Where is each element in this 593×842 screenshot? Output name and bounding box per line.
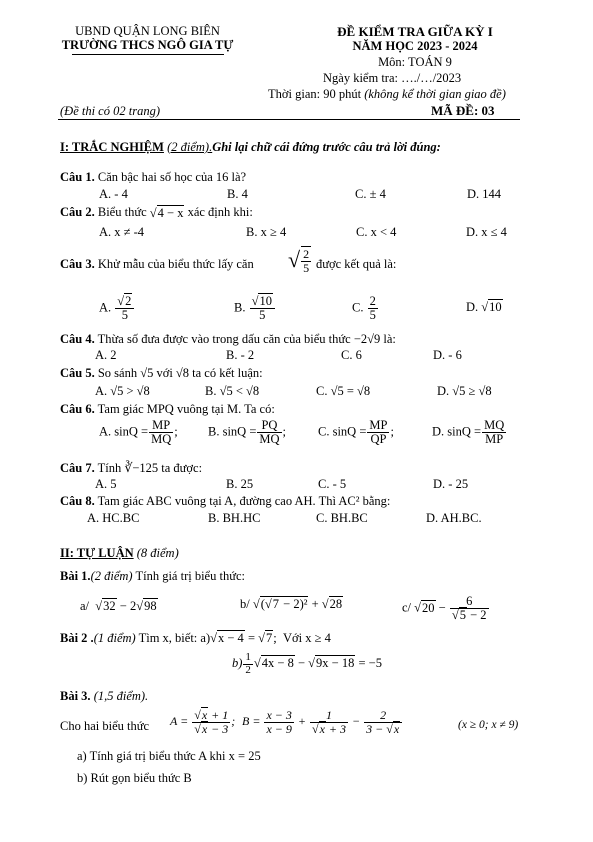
q7-option-c: C. - 5 <box>318 477 347 491</box>
q5-option-c: C. √5 = √8 <box>316 384 371 398</box>
q3-option-d: D. √10 <box>466 300 502 314</box>
q1-option-a: A. - 4 <box>99 187 128 201</box>
bai2-part-b: b) $\frac{1}{2}$ √4x − 8 − √9x − 18 = −5 <box>232 651 382 676</box>
question-4 <box>60 332 396 347</box>
q7-option-b: B. 25 <box>226 477 254 491</box>
part2-title: II: TỰ LUẬN <box>60 546 134 560</box>
bai1-b-label: b/ <box>240 597 250 611</box>
q7-option-a: A. 5 <box>95 477 117 491</box>
bai3-part-b: b) Rút gọn biểu thức B <box>77 771 192 785</box>
bai1-a-label: a/ <box>80 599 90 613</box>
q3-option-a: A. $\frac{√2}{5}$ <box>99 295 135 322</box>
q6-option-a: A. sinQ = $\frac{MP}{MQ}$ ; <box>99 418 178 447</box>
q3-c-label: C. <box>352 300 364 315</box>
q6-option-b: B. sinQ = $\frac{PQ}{MQ}$ ; <box>208 418 287 447</box>
q5-text: So sánh √5 với √8 ta có kết luận: <box>97 366 263 380</box>
bai3-expression-b: B = $\frac{x - 3}{x - 9}$ + $\frac{1}{√x + 3}$ − $\frac{2}{3 - √x}$ <box>242 709 403 735</box>
bai3-part-a: a) Tính giá trị biểu thức A khi x = 25 <box>77 749 261 763</box>
bai2-text: Tìm x, biết: <box>138 631 198 645</box>
q1-option-b: B. 4 <box>227 187 248 201</box>
q7-text-post: ta được: <box>161 461 203 475</box>
bai2-a-label: a) <box>200 631 211 645</box>
q3-expression: √ $\frac{2}{5}$ <box>288 247 310 275</box>
bai3-points: (1,5 điểm). <box>93 689 149 703</box>
q2-label: Câu 2. <box>60 205 95 219</box>
q2-text-post: xác định khi: <box>187 205 253 219</box>
q6-c-label: C. sinQ = <box>318 424 367 439</box>
part1-heading <box>60 140 441 155</box>
question-7 <box>60 460 202 476</box>
q5-option-a: A. √5 > √8 <box>95 384 150 398</box>
bai3-expression-a: A = $\frac{√x + 1}{√x - 3}$ ; <box>170 708 236 736</box>
bai2-condition: Với x ≥ 4 <box>282 631 331 645</box>
question-1 <box>60 170 246 185</box>
pages-note: (Đề thi có 02 trang) <box>60 104 160 118</box>
bai3-heading <box>60 689 148 704</box>
part1-points: (2 điểm). <box>167 140 213 154</box>
q8-label: Câu 8. <box>60 494 95 508</box>
q3-d-label: D. <box>466 300 479 314</box>
bai3-condition: (x ≥ 0; x ≠ 9) <box>458 719 519 731</box>
q6-option-d: D. sinQ = $\frac{MQ}{MP}$ <box>432 418 505 447</box>
q8-option-c: C. BH.BC <box>316 511 368 525</box>
q8-option-d: D. AH.BC. <box>426 511 482 525</box>
q4-option-c: C. 6 <box>341 348 362 362</box>
q2-option-a: A. x ≠ -4 <box>99 225 145 239</box>
exam-date <box>323 71 461 86</box>
exam-time-text: Thời gian: 90 phút <box>268 87 365 101</box>
q6-option-c: C. sinQ = $\frac{MP}{QP}$ ; <box>318 418 394 447</box>
q4-text-pre: Thừa số đưa được vào trong dấu căn của biểu thức <box>97 332 351 346</box>
subject: Môn: TOÁN 9 <box>378 55 452 69</box>
part2-heading <box>60 546 179 561</box>
bai2-a-equation: √x − 4 = √7; <box>210 631 277 645</box>
school-underline <box>72 54 224 55</box>
q8-option-b: B. BH.HC <box>208 511 261 525</box>
bai2-label: Bài 2 . <box>60 631 94 645</box>
question-3 <box>60 257 254 272</box>
part1-title: I: TRẮC NGHIỆM <box>60 140 164 154</box>
q2-option-c: C. x < 4 <box>356 225 397 239</box>
exam-time-note: (không kể thời gian giao đề) <box>364 87 506 101</box>
bai1-heading <box>60 569 245 584</box>
question-2 <box>60 205 253 221</box>
bai1-text: Tính giá trị biểu thức: <box>135 569 245 583</box>
q5-option-b: B. √5 < √8 <box>205 384 260 398</box>
q1-text: Căn bậc hai số học của 16 là? <box>97 170 247 184</box>
q4-option-b: B. - 2 <box>226 348 255 362</box>
q2-text-pre: Biểu thức <box>97 205 147 219</box>
q2-radicand: 4 − x <box>157 205 184 220</box>
exam-date-text: Ngày kiểm tra: …./…/2023 <box>323 71 462 85</box>
exam-title: ĐỀ KIỂM TRA GIỮA KỲ I <box>337 24 493 39</box>
header-divider <box>58 119 520 120</box>
question-8 <box>60 494 390 509</box>
q4-label: Câu 4. <box>60 332 95 346</box>
q2-radical: √4 − x <box>149 205 184 220</box>
q6-a-label: A. sinQ = <box>99 424 149 439</box>
bai1-points: (2 điểm) <box>90 569 133 583</box>
q7-option-d: D. - 25 <box>433 477 469 491</box>
q4-option-d: D. - 6 <box>433 348 462 362</box>
q5-label: Câu 5. <box>60 366 95 380</box>
bai1-part-a: a/ √32 − 2√98 <box>80 599 157 613</box>
q3-option-b: B. $\frac{√10}{5}$ <box>234 295 276 322</box>
q1-label: Câu 1. <box>60 170 95 184</box>
q4-expression: −2√9 <box>353 332 381 346</box>
q3-a-label: A. <box>99 300 112 315</box>
q4-text-post: là: <box>383 332 396 346</box>
question-5 <box>60 366 263 381</box>
bai1-part-b: b/ √(√7 − 2)² + √28 <box>240 597 343 611</box>
q8-text: Tam giác ABC vuông tại A, đường cao AH. Thì AC² bằng: <box>97 494 391 508</box>
bai1-c-label: c/ <box>402 600 412 615</box>
q7-label: Câu 7. <box>60 461 95 475</box>
q3-label: Câu 3. <box>60 257 95 271</box>
bai1-label: Bài 1. <box>60 569 91 583</box>
q6-d-label: D. sinQ = <box>432 424 482 439</box>
q3-text-pre: Khử mẫu của biểu thức lấy căn <box>97 257 254 271</box>
bai2-heading <box>60 631 331 646</box>
question-6 <box>60 402 275 417</box>
part1-instruction: Ghi lại chữ cái đứng trước câu trả lời đúng: <box>212 140 441 154</box>
q7-text-pre: Tính <box>97 461 122 475</box>
bai2-points: (1 điểm) <box>93 631 136 645</box>
district-name: UBND QUẬN LONG BIÊN <box>75 24 220 38</box>
bai3-intro: Cho hai biểu thức <box>60 719 150 733</box>
school-year: NĂM HỌC 2023 - 2024 <box>352 39 478 53</box>
q3-b-label: B. <box>234 300 246 315</box>
q7-expression: ∛−125 <box>124 461 159 475</box>
school-name: TRƯỜNG THCS NGÔ GIA TỰ <box>61 38 234 52</box>
q3-text-post: được kết quả là: <box>316 257 397 271</box>
q6-label: Câu 6. <box>60 402 95 416</box>
q4-option-a: A. 2 <box>95 348 117 362</box>
bai3-label: Bài 3. <box>60 689 91 703</box>
q1-option-c: C. ± 4 <box>355 187 386 201</box>
q6-b-label: B. sinQ = <box>208 424 257 439</box>
q2-option-b: B. x ≥ 4 <box>246 225 287 239</box>
q2-option-d: D. x ≤ 4 <box>466 225 507 239</box>
exam-code: MÃ ĐỀ: 03 <box>431 103 495 118</box>
q8-option-a: A. HC.BC <box>87 511 140 525</box>
q3-option-c: C. $\frac{2}{5}$ <box>352 294 376 323</box>
part2-points: (8 điểm) <box>136 546 179 560</box>
q1-option-d: D. 144 <box>467 187 502 201</box>
exam-time <box>268 87 506 102</box>
bai1-part-c: c/ √20 − $\frac{6}{√5 - 2}$ <box>402 594 487 623</box>
bai2-b-label: b) <box>232 655 243 670</box>
q5-option-d: D. √5 ≥ √8 <box>437 384 492 398</box>
q6-text: Tam giác MPQ vuông tại M. Ta có: <box>97 402 275 416</box>
